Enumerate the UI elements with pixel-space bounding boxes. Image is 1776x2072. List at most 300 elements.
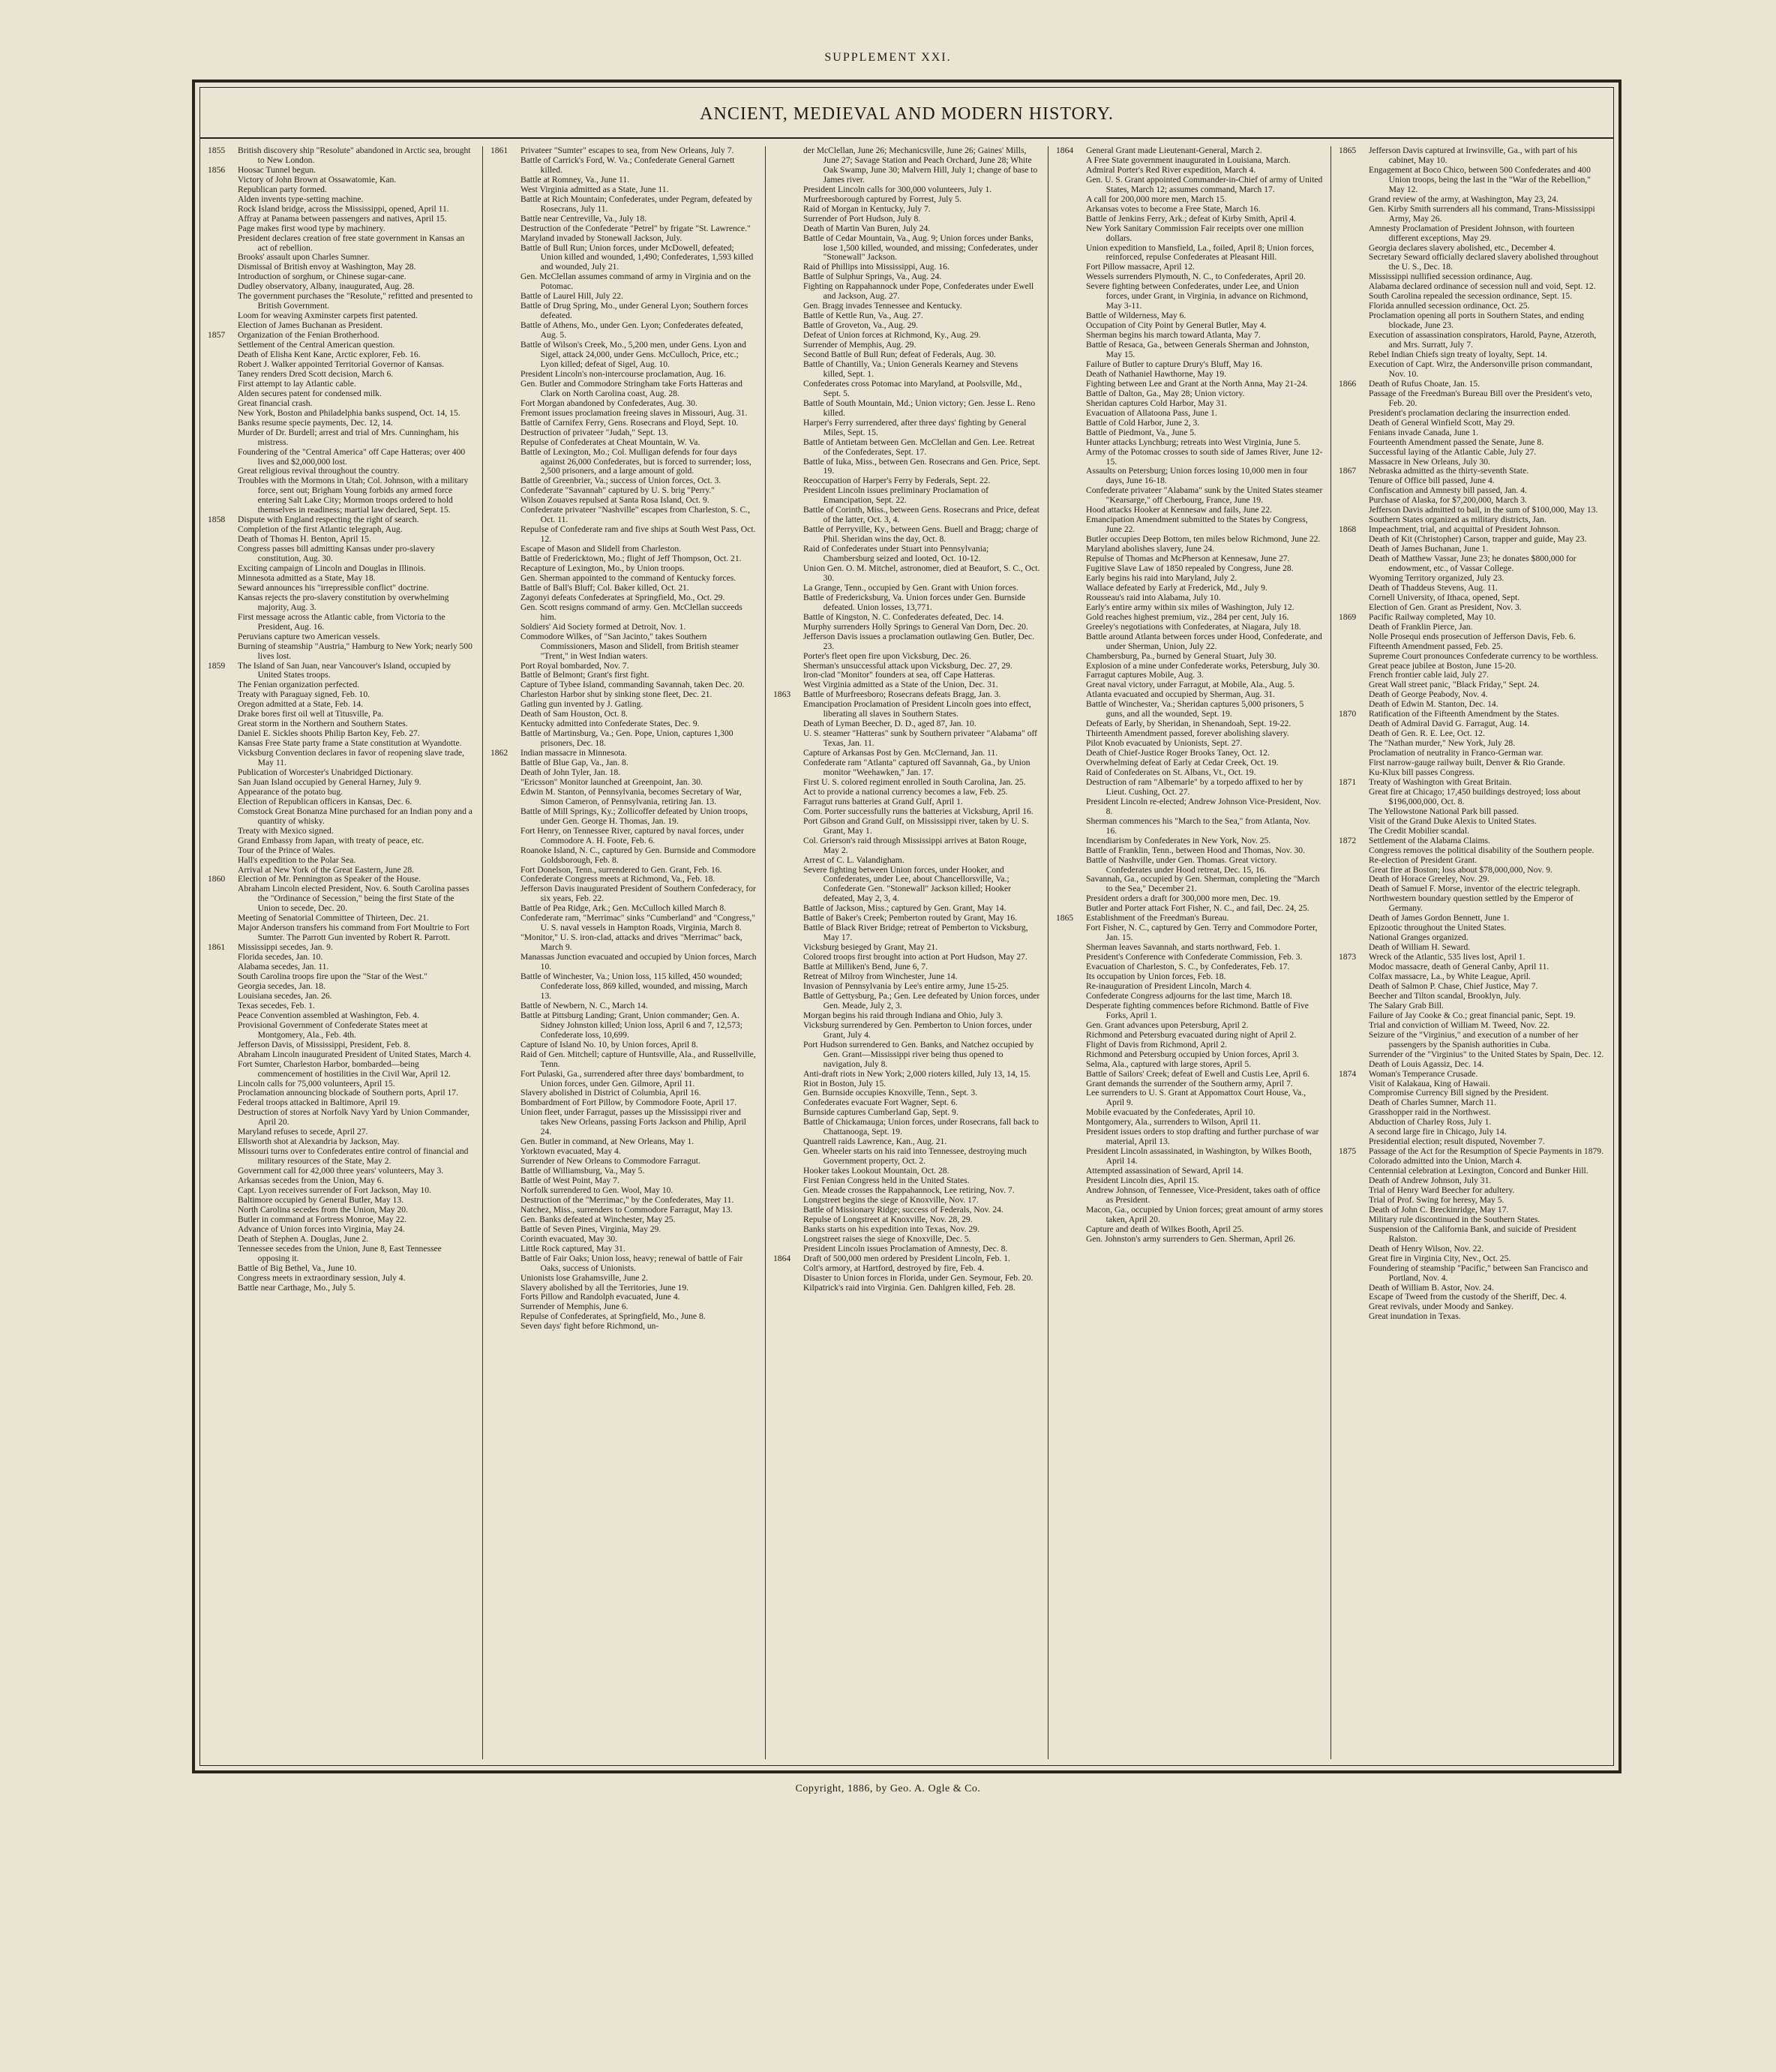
entry-text: Battle near Carthage, Mo., July 5. [238,1282,356,1293]
entry-text: Fourteenth Amendment passed the Senate, June 8. [1369,437,1544,447]
timeline-entry [1339,856,1606,866]
entry-year [1339,448,1369,458]
entry-year [490,1293,520,1302]
entry-text: Visit of Kalakaua, King of Hawaii. [1369,1078,1490,1089]
timeline-entry [1339,1215,1606,1225]
entry-text: Southern States organized as military districts, Jan. [1369,515,1546,525]
entry-year [490,506,520,525]
entry-year [490,690,520,700]
entry-year [1339,719,1369,729]
entry-year [1339,603,1369,613]
timeline-entry [490,1225,758,1235]
entry-text: Battle of Belmont; Grant's first fight. [520,670,650,680]
entry-text: Greeley's negotiations with Confederates, at Niagara, July 18. [1086,621,1301,632]
entry-text: Amnesty Proclamation of President Johnson, with fourteen different exceptions, May 29. [1369,223,1575,243]
entry-text: Vicksburg surrendered by Gen. Pemberton to Union forces, under Grant, July 4. [803,1019,1032,1040]
entry-text: Exciting campaign of Lincoln and Douglas in Illinois. [238,563,426,573]
entry-year [773,613,803,623]
timeline-entry [490,1001,758,1011]
entry-year [490,700,520,710]
entry-text: Repulse of Confederates, at Springfield, Mo., June 8. [520,1311,706,1322]
timeline-entry [1339,389,1606,409]
entry-text: Government call for 42,000 three years' volunteers, May 3. [238,1166,444,1176]
entry-text: Death of Martin Van Buren, July 24. [803,223,931,233]
entry-text: Gen. Banks defeated at Winchester, May 25. [520,1214,676,1224]
entry-year [773,1206,803,1215]
entry-year [1056,574,1086,584]
entry-year: 1864 [773,1253,791,1263]
entry-text: Hall's expedition to the Polar Sea. [238,854,356,865]
entry-year [1339,302,1369,311]
entry-text: Jefferson Davis issues a proclamation outlawing Gen. Butler, Dec. 23. [803,631,1035,651]
timeline-entry [208,1011,475,1021]
timeline-entry [1339,613,1606,623]
timeline-entry [1056,817,1323,836]
timeline-entry [1056,176,1323,195]
entry-text: Battle around Atlanta between forces under Hood, Confederate, and under Sherman, Union, July 22. [1086,631,1322,651]
supplement-label: SUPPLEMENT XXI. [824,51,952,64]
entry-text: Repulse of Confederates at Cheat Mountain, W. Va. [520,437,700,447]
entry-text: Forts Pillow and Randolph evacuated, June 4. [520,1292,680,1302]
entry-year [1056,399,1086,409]
entry-year [208,768,238,778]
entry-year [1339,224,1369,244]
entry-text: Death of Franklin Pierce, Jan. [1369,621,1473,632]
timeline-entry [208,176,475,185]
timeline-entry [1056,982,1323,992]
entry-text: Battle of Iuka, Miss., between Gen. Rosecrans and Gen. Price, Sept. 19. [803,456,1040,476]
timeline-entry [1339,195,1606,205]
entry-year [773,1080,803,1089]
timeline-entry [490,1186,758,1196]
entry-year [1339,1089,1369,1098]
entry-text: Great naval victory, under Farragut, at Mobile, Ala., Aug. 5. [1086,680,1295,690]
entry-text: Burnside captures Cumberland Gap, Sept. 9. [803,1107,958,1118]
timeline-entry [773,982,1040,992]
entry-year [1339,253,1369,272]
timeline-entry [1056,399,1323,409]
entry-text: Fort Pillow massacre, April 12. [1086,262,1195,272]
entry-text: Fort Fisher, N. C., captured by Gen. Terry and Commodore Porter, Jan. 15. [1086,923,1318,943]
entry-text: First Fenian Congress held in the United States. [803,1176,970,1186]
entry-text: Wilson Zouaves repulsed at Santa Rosa Island, Oct. 9. [520,495,710,506]
timeline-entry [208,146,475,166]
timeline-entry [773,992,1040,1011]
timeline-entry [208,234,475,254]
entry-text: Quantrell raids Lawrence, Kan., Aug. 21. [803,1137,947,1147]
timeline-entry [1339,554,1606,574]
timeline-entry [1339,438,1606,448]
entry-year [1056,1225,1086,1235]
entry-year [773,360,803,380]
timeline-entry [208,1021,475,1041]
entry-text: Sherman commences his "March to the Sea," from Atlanta, Nov. 16. [1086,815,1311,836]
entry-text: Farragut runs batteries at Grand Gulf, April 1. [803,796,963,806]
entry-year [773,719,803,729]
entry-text: Vicksburg besieged by Grant, May 21. [803,942,938,953]
entry-year [208,292,238,311]
entry-year [1339,1021,1369,1031]
timeline-entry [1056,409,1323,419]
entry-text: Pilot Knob evacuated by Unionists, Sept. 27. [1086,738,1243,749]
entry-text: Death of George Peabody, Nov. 4. [1369,689,1488,700]
entry-year [773,1225,803,1235]
entry-year [1339,506,1369,515]
entry-year [773,1021,803,1041]
entry-year [1339,1167,1369,1176]
entry-year [208,788,238,797]
entry-text: Bombardment of Fort Pillow, by Commodore Foote, April 17. [520,1098,737,1108]
timeline-entry [208,215,475,224]
entry-year [1056,982,1086,992]
timeline-entry [773,866,1040,905]
entry-text: Modoc massacre, death of General Canby, April 11. [1369,962,1550,972]
entry-year [490,884,520,904]
entry-year: 1867 [1339,466,1357,476]
entry-text: Death of Samuel F. Morse, inventor of the electric telegraph. [1369,884,1580,894]
entry-text: Surrender of Memphis, Aug. 29. [803,340,916,350]
entry-year [490,476,520,486]
entry-text: Surrender of Port Hudson, July 8. [803,213,921,224]
entry-year [1056,739,1086,749]
entry-year [1056,700,1086,719]
entry-year [773,1011,803,1021]
history-column-5 [1330,146,1613,1759]
entry-text: Disaster to Union forces in Florida, under Gen. Seymour, Feb. 20. [803,1272,1034,1283]
entry-year [208,856,238,866]
entry-text: Natchez, Miss., surrenders to Commodore Farragut, May 13. [520,1204,733,1215]
entry-year [773,836,803,856]
entry-text: Fighting on Rappahannock under Pope, Confederates under Ewell and Jackson, Aug. 27. [803,281,1034,302]
entry-year [1056,593,1086,603]
entry-year [1056,156,1086,166]
timeline-entry [773,817,1040,836]
entry-year: 1866 [1339,378,1357,389]
entry-text: Gen. Meade crosses the Rappahannock, Lee retiring, Nov. 7. [803,1185,1015,1195]
entry-text: Gen. Bragg invades Tennessee and Kentucky. [803,301,962,311]
entry-year [1056,244,1086,263]
timeline-entry [773,224,1040,234]
entry-text: Thirteenth Amendment passed, forever abolishing slavery. [1086,728,1289,739]
entry-year [773,234,803,263]
entry-text: Gatling gun invented by J. Gatling. [520,699,644,710]
timeline-entry [490,574,758,584]
entry-text: Congress passes bill admitting Kansas under pro-slavery constitution, Aug. 30. [238,544,435,564]
timeline-entry [773,923,1040,943]
timeline-entry [1339,982,1606,992]
entry-text: Battle of Seven Pines, Virginia, May 29. [520,1224,662,1234]
entry-text: Great inundation in Texas. [1369,1311,1461,1322]
entry-text: Federal troops attacked in Baltimore, April 19. [238,1098,400,1108]
entry-text: Battle of Wilson's Creek, Mo., 5,200 men, under Gens. Lyon and Sigel, attack 24,000, under Gens. McCulloch, Price, etc.; Lyon killed; defeat of Sigel, Aug. 10. [520,340,746,369]
entry-text: Kansas Free State party frame a State constitution at Wyandotte. [238,738,462,749]
entry-text: Proclamation of neutrality in Franco-German war. [1369,748,1544,758]
timeline-entry [1339,448,1606,458]
entry-year [1056,370,1086,380]
entry-year [208,1060,238,1080]
entry-year [1339,419,1369,428]
timeline-entry [208,1284,475,1293]
entry-year [1056,428,1086,438]
timeline-entry [490,827,758,846]
timeline-entry [208,195,475,205]
entry-year [773,671,803,680]
entry-text: Passage of the Act for the Resumption of Specie Payments in 1879. [1369,1146,1604,1157]
entry-year [773,263,803,272]
entry-year [490,827,520,846]
entry-text: Battle of Cedar Mountain, Va., Aug. 9; Union forces under Banks, lose 1,500 killed, wounded, and missing; Confederates, under "Stonewall" Jackson. [803,233,1038,263]
timeline-entry [208,923,475,943]
entry-text: The Salary Grab Bill. [1369,1000,1444,1010]
timeline-entry [208,564,475,574]
timeline-entry [1339,224,1606,244]
timeline-entry [1339,1196,1606,1206]
timeline-entry [490,195,758,215]
entry-year [208,215,238,224]
entry-year [1056,1060,1086,1070]
entry-text: Proclamation announcing blockade of Southern ports, April 17. [238,1088,458,1098]
entry-year [1339,574,1369,584]
entry-text: Burning of steamship "Austria," Hamburg to New York; nearly 500 lives lost. [238,641,472,661]
entry-year [1056,719,1086,729]
timeline-entry [208,399,475,409]
timeline-entry [208,768,475,778]
entry-year [208,836,238,846]
entry-text: Battle of Antietam between Gen. McClellan and Gen. Lee. Retreat of the Confederates, Sept. 17. [803,437,1035,457]
entry-text: Battle of Groveton, Va., Aug. 29. [803,320,919,331]
entry-text: Death of Edwin M. Stanton, Dec. 14. [1369,699,1498,710]
entry-year [1339,195,1369,205]
entry-year [773,1070,803,1080]
entry-text: U. S. steamer "Hatteras" sunk by Southern privateer "Alabama" off Texas, Jan. 11. [803,728,1038,749]
entry-text: British discovery ship "Resolute" abandoned in Arctic sea, brought to New London. [238,146,471,165]
copyright-line: Copyright, 1886, by Geo. A. Ogle & Co. [795,1783,981,1794]
entry-year [490,234,520,244]
timeline-entry [1339,1245,1606,1254]
entry-year [773,758,803,778]
entry-text: Destruction of the Confederate "Petrel" by frigate "St. Lawrence." [520,223,751,233]
entry-text: Battle of Pea Ridge, Ark.; Gen. McCulloch killed March 8. [520,903,727,914]
entry-year [490,953,520,972]
entry-year [1339,788,1369,807]
entry-text: Farragut captures Mobile, Aug. 3. [1086,670,1204,680]
entry-text: Corinth evacuated, May 30. [520,1233,618,1244]
entry-year [1339,1186,1369,1196]
entry-year [208,914,238,923]
entry-text: Hoosac Tunnel begun. [238,164,316,175]
entry-text: Evacuation of Allatoona Pass, June 1. [1086,407,1217,418]
entry-text: Colored troops first brought into action at Port Hudson, May 27. [803,952,1028,962]
entry-text: Porter's fleet open fire upon Vicksburg, Dec. 26. [803,650,971,661]
entry-text: Battle of Sailors' Creek; defeat of Ewell and Custis Lee, April 6. [1086,1068,1310,1079]
timeline-entry [1339,788,1606,807]
entry-year [1339,584,1369,593]
entry-text: Retreat of Milroy from Winchester, June 14. [803,971,958,982]
timeline-entry [1056,486,1323,506]
entry-year [208,380,238,389]
entry-year [208,263,238,272]
entry-text: Severe fighting between Confederates, under Lee, and Union forces, under Grant, in Virginia, in advance on Richmond, May 3-11. [1086,281,1308,311]
entry-text: First attempt to lay Atlantic cable. [238,378,356,389]
entry-year [773,146,803,185]
entry-year [490,710,520,719]
entry-year [1056,467,1086,486]
entry-text: Attempted assassination of Seward, April 14. [1086,1166,1244,1176]
entry-text: Jefferson Davis captured at Irwinsville, Ga., with part of his cabinet, May 10. [1369,146,1577,165]
entry-year [490,584,520,593]
entry-text: Wreck of the Atlantic, 535 lives lost, April 1. [1369,952,1526,962]
entry-year [490,1011,520,1041]
timeline-entry [208,749,475,768]
entry-text: President's Conference with Confederate Commission, Feb. 3. [1086,952,1303,962]
entry-year [490,719,520,729]
entry-text: Death of Salmon P. Chase, Chief Justice, May 7. [1369,980,1538,991]
entry-year [1339,1264,1369,1284]
entry-text: Port Royal bombarded, Nov. 7. [520,660,629,671]
entry-year [208,176,238,185]
entry-year [773,992,803,1011]
entry-year [490,554,520,564]
entry-text: Comstock Great Bonanza Mine purchased for an Indian pony and a quantity of whisky. [238,806,472,826]
timeline-entry [1056,1128,1323,1147]
timeline-entry [1339,1186,1606,1196]
entry-text: "Ericsson" Monitor launched at Greenpoint, Jan. 30. [520,776,703,787]
entry-year [490,341,520,370]
timeline-entry [1056,700,1323,719]
timeline-entry [1056,797,1323,817]
entry-text: Establishment of the Freedman's Bureau. [1086,913,1229,923]
timeline-entry [208,584,475,593]
entry-year [1056,632,1086,652]
history-column-2 [482,146,765,1759]
timeline-entry [490,623,758,632]
entry-text: Evacuation of Charleston, S. C., by Confederates, Feb. 17. [1086,962,1290,972]
entry-text: Introduction of sorghum, or Chinese sugar-cane. [238,272,406,282]
entry-text: Death of Kit (Christopher) Carson, trapper and guide, May 23. [1369,534,1587,545]
entry-text: Completion of the first Atlantic telegraph, Aug. [238,524,403,535]
entry-text: North Carolina secedes from the Union, May 20. [238,1204,408,1215]
entry-year [490,875,520,884]
entry-year [1056,1070,1086,1080]
timeline-entry [1339,652,1606,662]
timeline-entry [208,1186,475,1196]
entry-year [208,476,238,515]
timeline-entry [208,1060,475,1080]
entry-text: Destruction of privateer "Judah," Sept. 13. [520,427,668,437]
entry-year [1339,1157,1369,1167]
entry-text: Gen. McClellan assumes command of army in Virginia and on the Potomac. [520,272,752,292]
entry-year [208,545,238,564]
entry-year [1339,962,1369,972]
entry-year [1339,1031,1369,1050]
timeline-entry [490,506,758,525]
timeline-entry [773,1225,1040,1235]
entry-year [208,992,238,1001]
entry-text: Death of William B. Astor, Nov. 24. [1369,1282,1494,1293]
entry-year [773,1137,803,1147]
entry-year [490,1206,520,1215]
entry-year [1339,350,1369,360]
entry-year [1339,282,1369,292]
entry-year [208,282,238,292]
entry-year [490,758,520,768]
entry-year [490,370,520,380]
entry-text: President Lincoln dies, April 15. [1086,1176,1199,1186]
entry-year [208,428,238,448]
entry-year [208,574,238,584]
entry-text: Fort Donelson, Tenn., surrendered to Gen. Grant, Feb. 16. [520,864,722,875]
entry-text: Surrender of the "Virginius" to the United States by Spain, Dec. 12. [1369,1049,1604,1059]
timeline-entry [490,1322,758,1332]
entry-year [1339,496,1369,506]
entry-year [1339,875,1369,884]
entry-text: Great fire at Boston; loss about $78,000,000, Nov. 9. [1369,864,1552,875]
entry-text: Raid of Confederates on St. Albans, Vt., Oct. 19. [1086,767,1256,777]
entry-year [1339,438,1369,448]
entry-year [1339,292,1369,302]
entry-text: Death of Lyman Beecher, D. D., aged 87, Jan. 10. [803,719,976,729]
entry-year [773,525,803,545]
entry-text: Jefferson Davis admitted to bail, in the sum of $100,000, May 13. [1369,505,1598,515]
entry-year [490,632,520,662]
entry-text: Military rule discontinued in the Southern States. [1369,1214,1540,1224]
entry-text: Battle at Milliken's Bend, June 6, 7. [803,962,928,972]
entry-text: Massacre in New Orleans, July 30. [1369,456,1490,467]
timeline-entry [490,632,758,662]
timeline-entry [773,1235,1040,1245]
entry-year [490,176,520,185]
entry-text: Great fire at Chicago; 17,450 buildings destroyed; loss about $196,000,000, Oct. 8. [1369,786,1581,806]
page-title: ANCIENT, MEDIEVAL AND MODERN HISTORY. [700,104,1114,124]
entry-text: The "Nathan murder," New York, July 28. [1369,738,1516,749]
entry-text: Recapture of Lexington, Mo., by Union troops. [520,563,685,573]
entry-text: Daniel E. Sickles shoots Philip Barton Key, Feb. 27. [238,728,420,739]
entry-year [490,1254,520,1274]
entry-year [490,933,520,953]
timeline-entry [773,729,1040,749]
timeline-entry [1056,1001,1323,1021]
timeline-entry [208,419,475,428]
entry-text: Invasion of Pennsylvania by Lee's entire army, June 15-25. [803,980,1009,991]
entry-year [1056,768,1086,778]
timeline-entry [1056,215,1323,224]
entry-year [1339,749,1369,758]
entry-text: Battle of Fredericktown, Mo.; flight of Jeff Thompson, Oct. 21. [520,554,742,564]
entry-year [208,1147,238,1167]
entry-text: Andrew Johnson, of Tennessee, Vice-President, takes oath of office as President. [1086,1185,1321,1205]
entry-text: Confederate Congress meets at Richmond, Va., Feb. 18. [520,874,716,884]
timeline-entry [1339,584,1606,593]
entry-year: 1859 [208,660,226,671]
timeline-entry [773,1021,1040,1041]
entry-year [208,1196,238,1206]
entry-text: Fort Henry, on Tennessee River, captured by naval forces, under Commodore A. H. Foote, Feb. 6. [520,825,744,845]
timeline-entry [490,846,758,866]
entry-year [208,739,238,749]
entry-year [1056,205,1086,215]
entry-text: Port Hudson surrendered to Gen. Banks, and Natchez occupied by Gen. Grant—Mississippi river being thus opened to navigation, July 8. [803,1039,1034,1069]
timeline-entry [490,1206,758,1215]
entry-text: Grand Embassy from Japan, with treaty of peace, etc. [238,835,424,845]
entry-text: Port Gibson and Grand Gulf, on Mississippi river, taken by U. S. Grant, May 1. [803,815,1029,836]
timeline-entry [1056,778,1323,797]
timeline-entry [773,380,1040,399]
entry-text: Gen. Sherman appointed to the command of Kentucky forces. [520,572,736,583]
entry-year [1339,1196,1369,1206]
entry-year [1056,972,1086,982]
entry-text: Centennial celebration at Lexington, Concord and Bunker Hill. [1369,1166,1588,1176]
entry-year [1056,1031,1086,1041]
